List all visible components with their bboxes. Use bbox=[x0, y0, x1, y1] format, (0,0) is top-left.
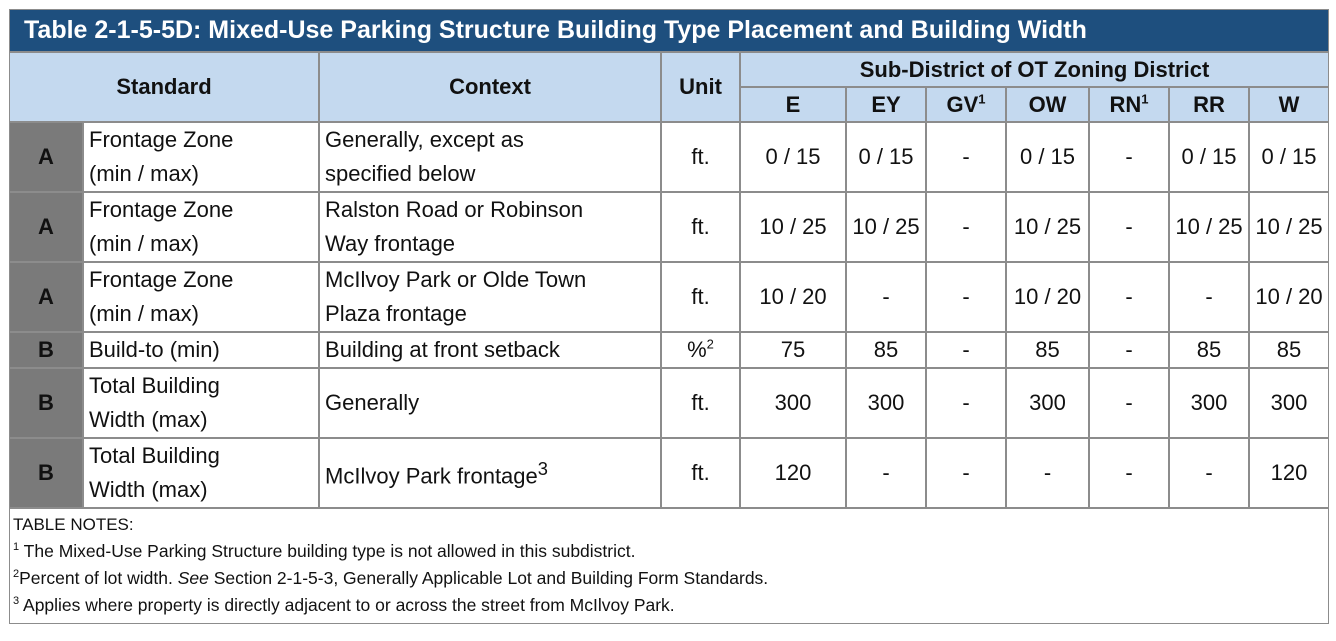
subdistrict-col-w bbox=[1249, 87, 1328, 122]
subdistrict-label: E bbox=[785, 91, 801, 117]
value-cell-gv: - bbox=[926, 262, 1006, 332]
value-cell-rn: - bbox=[1089, 332, 1169, 368]
value-cell-ey: - bbox=[846, 438, 926, 508]
table-row bbox=[10, 262, 1328, 332]
table-row bbox=[10, 122, 1328, 192]
zoning-table-container bbox=[9, 9, 1329, 624]
value-cell-w: 120 bbox=[1249, 438, 1328, 508]
context-line: McIlvoy Park frontage$^3$ bbox=[325, 458, 548, 489]
table-row bbox=[10, 438, 1328, 508]
value-cell-rr: 300 bbox=[1169, 368, 1249, 438]
standard-cell bbox=[83, 192, 319, 262]
context-cell bbox=[319, 332, 661, 368]
footnote-marker: 1 bbox=[13, 541, 20, 554]
table-note bbox=[13, 592, 1324, 619]
subdistrict-label: RN bbox=[1109, 91, 1142, 117]
context-line: Building at front setback bbox=[325, 337, 560, 362]
note-text: Percent of lot width. bbox=[19, 568, 178, 588]
standard-letter: A bbox=[10, 192, 83, 262]
standard-line: Frontage Zone bbox=[89, 197, 234, 222]
unit-cell bbox=[661, 192, 740, 262]
standard-line: (min / max) bbox=[89, 301, 199, 326]
context-line: Generally bbox=[325, 390, 420, 415]
value-cell-rn: - bbox=[1089, 122, 1169, 192]
note-text: Applies where property is directly adjacent to or across the street from McIlvoy Park. bbox=[19, 595, 675, 615]
table-note bbox=[13, 538, 1324, 565]
standards-table bbox=[10, 53, 1328, 509]
subdistrict-col-rr bbox=[1169, 87, 1249, 122]
table-notes bbox=[10, 509, 1328, 623]
header-unit: Unit bbox=[661, 53, 740, 122]
value-cell-gv: - bbox=[926, 192, 1006, 262]
context-line: Ralston Road or Robinson bbox=[325, 197, 584, 222]
unit-cell bbox=[661, 332, 740, 368]
unit-cell bbox=[661, 262, 740, 332]
subdistrict-label: W bbox=[1278, 91, 1300, 117]
value-cell-e: 10 / 25 bbox=[740, 192, 846, 262]
unit-cell bbox=[661, 438, 740, 508]
value-cell-e: 300 bbox=[740, 368, 846, 438]
value-cell-gv: - bbox=[926, 122, 1006, 192]
context-line: Way frontage bbox=[325, 231, 456, 256]
value-cell-ow: 10 / 25 bbox=[1006, 192, 1089, 262]
value-cell-rn: - bbox=[1089, 262, 1169, 332]
unit-value: ft. bbox=[691, 460, 710, 485]
footnote-marker: 3 bbox=[537, 458, 548, 480]
value-cell-ow: 300 bbox=[1006, 368, 1089, 438]
value-cell-w: 0 / 15 bbox=[1249, 122, 1328, 192]
standard-cell bbox=[83, 332, 319, 368]
notes-list bbox=[13, 538, 1324, 619]
value-cell-e: 10 / 20 bbox=[740, 262, 846, 332]
standard-letter: B bbox=[10, 368, 83, 438]
standard-letter: B bbox=[10, 332, 83, 368]
footnote-marker: 1 bbox=[1141, 91, 1149, 107]
unit-value: ft. bbox=[691, 214, 710, 239]
standard-line: (min / max) bbox=[89, 161, 199, 186]
header-context: Context bbox=[319, 53, 661, 122]
value-cell-rr: - bbox=[1169, 262, 1249, 332]
subdistrict-col-rn bbox=[1089, 87, 1169, 122]
standard-line: Build-to (min) bbox=[89, 337, 220, 362]
value-cell-w: 300 bbox=[1249, 368, 1328, 438]
value-cell-rr: 0 / 15 bbox=[1169, 122, 1249, 192]
table-row bbox=[10, 368, 1328, 438]
subdistrict-col-ey bbox=[846, 87, 926, 122]
value-cell-ow: 85 bbox=[1006, 332, 1089, 368]
subdistrict-col-e bbox=[740, 87, 846, 122]
footnote-marker: 3 bbox=[13, 595, 20, 608]
value-cell-rn: - bbox=[1089, 438, 1169, 508]
value-cell-e: 0 / 15 bbox=[740, 122, 846, 192]
standard-cell bbox=[83, 262, 319, 332]
value-cell-ey: 85 bbox=[846, 332, 926, 368]
notes-title: TABLE NOTES: bbox=[13, 515, 134, 534]
subdistrict-col-gv bbox=[926, 87, 1006, 122]
value-cell-ey: 0 / 15 bbox=[846, 122, 926, 192]
value-cell-ow: 0 / 15 bbox=[1006, 122, 1089, 192]
value-cell-w: 10 / 25 bbox=[1249, 192, 1328, 262]
standard-cell bbox=[83, 438, 319, 508]
table-body bbox=[10, 122, 1328, 508]
value-cell-gv: - bbox=[926, 368, 1006, 438]
value-cell-ey: - bbox=[846, 262, 926, 332]
subdistrict-label: GV bbox=[946, 91, 979, 117]
subdistrict-col-ow bbox=[1006, 87, 1089, 122]
value-cell-ow: - bbox=[1006, 438, 1089, 508]
context-cell bbox=[319, 262, 661, 332]
value-cell-gv: - bbox=[926, 438, 1006, 508]
table-title: Table 2-1-5-5D: Mixed-Use Parking Structure Building Type Placement and Building Width bbox=[10, 10, 1328, 53]
context-line: Generally, except as bbox=[325, 127, 524, 152]
context-cell bbox=[319, 122, 661, 192]
value-cell-rr: 85 bbox=[1169, 332, 1249, 368]
standard-line: Total Building bbox=[89, 373, 220, 398]
value-cell-w: 85 bbox=[1249, 332, 1328, 368]
unit-value: % bbox=[687, 337, 707, 362]
standard-line: (min / max) bbox=[89, 231, 199, 256]
unit-value: ft. bbox=[691, 284, 710, 309]
value-cell-ey: 10 / 25 bbox=[846, 192, 926, 262]
standard-line: Frontage Zone bbox=[89, 267, 234, 292]
context-cell bbox=[319, 438, 661, 508]
value-cell-ow: 10 / 20 bbox=[1006, 262, 1089, 332]
table-row bbox=[10, 192, 1328, 262]
standard-line: Width (max) bbox=[89, 477, 208, 502]
table-note bbox=[13, 565, 1324, 592]
note-italic: See bbox=[177, 568, 209, 588]
value-cell-e: 75 bbox=[740, 332, 846, 368]
unit-cell bbox=[661, 368, 740, 438]
subdistrict-label: EY bbox=[871, 91, 901, 117]
context-cell bbox=[319, 368, 661, 438]
standard-line: Frontage Zone bbox=[89, 127, 234, 152]
value-cell-rr: 10 / 25 bbox=[1169, 192, 1249, 262]
standard-line: Total Building bbox=[89, 443, 220, 468]
footnote-marker: 1 bbox=[978, 91, 986, 107]
value-cell-rn: - bbox=[1089, 368, 1169, 438]
standard-letter: B bbox=[10, 438, 83, 508]
header-subdistrict: Sub-District of OT Zoning District bbox=[740, 53, 1328, 87]
table-row bbox=[10, 332, 1328, 368]
unit-cell bbox=[661, 122, 740, 192]
footnote-marker: 2 bbox=[13, 568, 20, 581]
header-standard: Standard bbox=[10, 53, 319, 122]
subdistrict-label: OW bbox=[1028, 91, 1067, 117]
unit-value: ft. bbox=[691, 144, 710, 169]
footnote-marker: 2 bbox=[706, 336, 714, 352]
value-cell-rn: - bbox=[1089, 192, 1169, 262]
value-cell-ey: 300 bbox=[846, 368, 926, 438]
value-cell-gv: - bbox=[926, 332, 1006, 368]
value-cell-rr: - bbox=[1169, 438, 1249, 508]
note-text: Section 2-1-5-3, Generally Applicable Lot and Building Form Standards. bbox=[208, 568, 769, 588]
value-cell-e: 120 bbox=[740, 438, 846, 508]
standard-line: Width (max) bbox=[89, 407, 208, 432]
standard-letter: A bbox=[10, 122, 83, 192]
standard-cell bbox=[83, 368, 319, 438]
value-cell-w: 10 / 20 bbox=[1249, 262, 1328, 332]
context-line: specified below bbox=[325, 161, 476, 186]
context-cell bbox=[319, 192, 661, 262]
standard-letter: A bbox=[10, 262, 83, 332]
context-line: McIlvoy Park or Olde Town bbox=[325, 267, 587, 292]
note-text: The Mixed-Use Parking Structure building type is not allowed in this subdistrict. bbox=[19, 541, 636, 561]
context-line: Plaza frontage bbox=[325, 301, 467, 326]
standard-cell bbox=[83, 122, 319, 192]
subdistrict-label: RR bbox=[1193, 91, 1225, 117]
unit-value: ft. bbox=[691, 390, 710, 415]
